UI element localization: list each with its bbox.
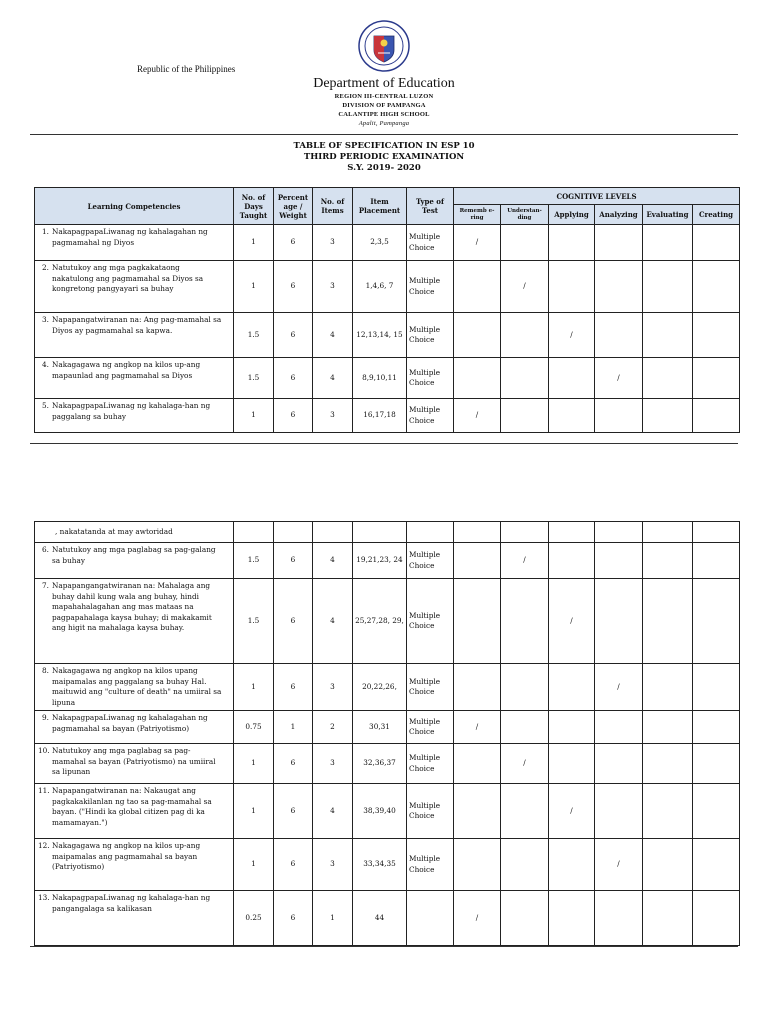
col-cognitive-levels: COGNITIVE LEVELS xyxy=(454,188,740,205)
level-cell xyxy=(643,711,693,744)
items-cell: 3 xyxy=(313,664,353,711)
competency-number: 4. xyxy=(42,360,49,369)
days-cell: 1 xyxy=(234,261,274,313)
days-cell: 1 xyxy=(234,399,274,433)
level-cell xyxy=(693,839,740,891)
placement-cell: 38,39,40 xyxy=(353,784,407,839)
level-cell xyxy=(501,784,549,839)
items-cell: 4 xyxy=(313,784,353,839)
col-item-placement: Item Placement xyxy=(353,188,407,225)
school-line: CALANTIPE HIGH SCHOOL xyxy=(338,111,430,118)
level-cell xyxy=(501,313,549,358)
level-cell xyxy=(693,543,740,579)
competency-text: NakapagpapaLiwanag ng kahalaga-han ng paggalang sa buhay xyxy=(52,401,211,421)
percent-cell: 6 xyxy=(274,399,313,433)
type-cell: Multiple Choice xyxy=(407,579,454,664)
placement-cell: 12,13,14, 15 xyxy=(353,313,407,358)
level-cell xyxy=(693,711,740,744)
level-cell xyxy=(454,261,501,313)
level-cell xyxy=(501,839,549,891)
col-creating: Creating xyxy=(693,205,740,225)
type-cell: Multiple Choice xyxy=(407,225,454,261)
level-check-mark: / xyxy=(454,225,501,261)
placement-cell: 2,3,5 xyxy=(353,225,407,261)
level-cell xyxy=(454,358,501,399)
level-cell xyxy=(501,579,549,664)
competency-cell xyxy=(35,399,234,433)
deped-seal-icon xyxy=(358,20,410,72)
level-cell xyxy=(549,664,595,711)
col-percentage: Percent age / Weight xyxy=(274,188,313,225)
placement-cell: 20,22,26, xyxy=(353,664,407,711)
competency-text: Nakagagawa ng angkop na kilos upang maipamalas ang paggalang sa buhay Hal. maituwid ang "culture of death" na umiiral sa lipuna xyxy=(52,666,222,707)
republic-label: Republic of the Philippines xyxy=(137,64,236,74)
table-row xyxy=(35,711,740,744)
level-cell xyxy=(643,744,693,784)
level-cell xyxy=(454,744,501,784)
competency-cell xyxy=(35,543,234,579)
level-cell xyxy=(549,543,595,579)
days-cell: 1 xyxy=(234,784,274,839)
level-cell xyxy=(454,784,501,839)
page-1-bottom-rule xyxy=(30,443,738,444)
level-cell xyxy=(454,664,501,711)
competency-text: NakapagpapaLiwanag ng kahalaga-han ng pangangalaga sa kalikasan xyxy=(52,893,211,913)
days-cell: 1.5 xyxy=(234,579,274,664)
competency-number: 3. xyxy=(42,315,49,324)
level-check-mark: / xyxy=(595,358,643,399)
items-cell: 3 xyxy=(313,225,353,261)
days-cell: 1 xyxy=(234,225,274,261)
competency-cell xyxy=(35,891,234,946)
tos-table-page-2 xyxy=(34,521,740,946)
level-cell xyxy=(643,891,693,946)
level-cell xyxy=(454,313,501,358)
header-divider xyxy=(30,134,738,135)
level-cell xyxy=(693,358,740,399)
level-cell xyxy=(595,313,643,358)
days-cell: 0.25 xyxy=(234,891,274,946)
type-cell: Multiple Choice xyxy=(407,664,454,711)
placement-cell: 19,21,23, 24 xyxy=(353,543,407,579)
level-cell xyxy=(454,543,501,579)
level-cell xyxy=(693,225,740,261)
placement-cell: 44 xyxy=(353,891,407,946)
level-cell xyxy=(693,891,740,946)
doc-subtitle: THIRD PERIODIC EXAMINATION xyxy=(303,152,465,162)
col-learning-competencies: Learning Competencies xyxy=(35,188,234,225)
level-check-mark: / xyxy=(595,664,643,711)
percent-cell: 6 xyxy=(274,358,313,399)
level-cell xyxy=(549,261,595,313)
level-cell xyxy=(643,313,693,358)
placement-cell: 25,27,28, 29, xyxy=(353,579,407,664)
page-2-bottom-rule xyxy=(30,946,738,947)
percent-cell: 6 xyxy=(274,744,313,784)
doc-title: TABLE OF SPECIFICATION IN ESP 10 xyxy=(293,141,475,151)
level-check-mark: / xyxy=(501,261,549,313)
level-check-mark: / xyxy=(454,711,501,744)
placement-cell: 32,36,37 xyxy=(353,744,407,784)
tos-table-page-1 xyxy=(34,187,740,433)
level-cell xyxy=(501,711,549,744)
level-cell xyxy=(501,664,549,711)
level-cell xyxy=(549,744,595,784)
level-cell xyxy=(643,839,693,891)
table-row xyxy=(35,543,740,579)
level-check-mark: / xyxy=(454,891,501,946)
competency-number: 1. xyxy=(42,227,49,236)
items-cell: 3 xyxy=(313,839,353,891)
items-cell: 4 xyxy=(313,543,353,579)
level-cell xyxy=(643,358,693,399)
level-cell xyxy=(643,579,693,664)
col-type-of-test: Type of Test xyxy=(407,188,454,225)
items-cell: 2 xyxy=(313,711,353,744)
level-cell xyxy=(549,399,595,433)
type-cell: Multiple Choice xyxy=(407,784,454,839)
days-cell: 0.75 xyxy=(234,711,274,744)
level-check-mark: / xyxy=(549,313,595,358)
level-cell xyxy=(501,399,549,433)
level-cell xyxy=(693,664,740,711)
level-cell xyxy=(693,313,740,358)
level-check-mark: / xyxy=(501,744,549,784)
table-row xyxy=(35,313,740,358)
col-days-taught: No. of Days Taught xyxy=(234,188,274,225)
percent-cell: 6 xyxy=(274,313,313,358)
table-row xyxy=(35,891,740,946)
competency-cell xyxy=(35,225,234,261)
level-cell xyxy=(643,664,693,711)
level-cell xyxy=(693,744,740,784)
school-year: S.Y. 2019- 2020 xyxy=(347,163,421,173)
type-cell: Multiple Choice xyxy=(407,261,454,313)
level-check-mark: / xyxy=(595,839,643,891)
days-cell: 1.5 xyxy=(234,543,274,579)
level-cell xyxy=(501,358,549,399)
competency-cell xyxy=(35,664,234,711)
level-cell xyxy=(595,261,643,313)
level-cell xyxy=(595,225,643,261)
items-cell: 3 xyxy=(313,261,353,313)
level-check-mark: / xyxy=(501,543,549,579)
level-cell xyxy=(643,225,693,261)
competency-number: 7. xyxy=(42,581,49,590)
table-row xyxy=(35,839,740,891)
type-cell xyxy=(407,891,454,946)
competency-text: Natutukoy ang mga paglabag sa pag-mamahal sa bayan (Patriyotismo) na umiiral sa lipunan xyxy=(52,746,216,776)
table-row-continuation xyxy=(35,522,740,543)
level-cell xyxy=(454,839,501,891)
competency-text: Natutukoy ang mga paglabag sa pag-galang sa buhay xyxy=(52,545,216,565)
days-cell: 1 xyxy=(234,839,274,891)
items-cell: 1 xyxy=(313,891,353,946)
table-row xyxy=(35,579,740,664)
type-cell: Multiple Choice xyxy=(407,711,454,744)
percent-cell: 6 xyxy=(274,784,313,839)
table-row xyxy=(35,744,740,784)
placement-cell: 1,4,6, 7 xyxy=(353,261,407,313)
level-cell xyxy=(595,399,643,433)
department-title: Department of Education xyxy=(313,76,455,91)
competency-cell xyxy=(35,579,234,664)
level-cell xyxy=(501,891,549,946)
competency-number: 5. xyxy=(42,401,49,410)
region-line: REGION III-CENTRAL LUZON xyxy=(334,93,434,100)
level-cell xyxy=(643,543,693,579)
competency-cell xyxy=(35,313,234,358)
items-cell: 4 xyxy=(313,358,353,399)
level-cell xyxy=(549,891,595,946)
percent-cell: 6 xyxy=(274,261,313,313)
level-cell xyxy=(595,744,643,784)
continuation-text: , nakatatanda at may awtoridad xyxy=(35,522,234,543)
competency-text: Napapangangatwiranan na: Mahalaga ang buhay dahil kung wala ang buhay, hindi mapahahalagahan ang mas mataas na pagpapahalaga kaysa buhay; di makakamit ang higit na mahalaga kaysa buhay. xyxy=(52,581,212,632)
competency-number: 12. xyxy=(38,841,50,850)
level-cell xyxy=(549,711,595,744)
competency-number: 10. xyxy=(38,746,50,755)
days-cell: 1.5 xyxy=(234,358,274,399)
level-cell xyxy=(595,891,643,946)
days-cell: 1 xyxy=(234,744,274,784)
table-row xyxy=(35,664,740,711)
competency-cell xyxy=(35,358,234,399)
placement-cell: 16,17,18 xyxy=(353,399,407,433)
level-cell xyxy=(595,711,643,744)
percent-cell: 6 xyxy=(274,891,313,946)
placement-cell: 30,31 xyxy=(353,711,407,744)
type-cell: Multiple Choice xyxy=(407,313,454,358)
type-cell: Multiple Choice xyxy=(407,543,454,579)
days-cell: 1 xyxy=(234,664,274,711)
type-cell: Multiple Choice xyxy=(407,399,454,433)
competency-text: Nakagagawa ng angkop na kilos up-ang maipamalas ang pagmamahal sa bayan (Patriyotismo) xyxy=(52,841,201,871)
level-cell xyxy=(693,579,740,664)
col-no-of-items: No. of Items xyxy=(313,188,353,225)
level-cell xyxy=(595,579,643,664)
division-line: DIVISION OF PAMPANGA xyxy=(342,102,426,109)
competency-cell xyxy=(35,711,234,744)
competency-number: 8. xyxy=(42,666,49,675)
table-row xyxy=(35,225,740,261)
items-cell: 4 xyxy=(313,579,353,664)
competency-text: NakapagpapaLiwanag ng kahalagahan ng pagmamahal ng Diyos xyxy=(52,227,208,247)
level-cell xyxy=(693,261,740,313)
percent-cell: 6 xyxy=(274,579,313,664)
col-evaluating: Evaluating xyxy=(643,205,693,225)
level-cell xyxy=(549,358,595,399)
competency-number: 2. xyxy=(42,263,49,272)
level-cell xyxy=(454,579,501,664)
percent-cell: 6 xyxy=(274,543,313,579)
competency-number: 11. xyxy=(38,786,50,795)
level-check-mark: / xyxy=(549,579,595,664)
col-analyzing: Analyzing xyxy=(595,205,643,225)
level-cell xyxy=(549,225,595,261)
type-cell: Multiple Choice xyxy=(407,839,454,891)
table-row xyxy=(35,358,740,399)
items-cell: 3 xyxy=(313,399,353,433)
town-line: Apalit, Pampanga xyxy=(358,120,410,127)
level-cell xyxy=(595,784,643,839)
competency-text: Nakagagawa ng angkop na kilos up-ang mapaunlad ang pagmamahal sa Diyos xyxy=(52,360,201,380)
competency-cell xyxy=(35,839,234,891)
level-cell xyxy=(643,399,693,433)
competency-number: 6. xyxy=(42,545,49,554)
type-cell: Multiple Choice xyxy=(407,358,454,399)
placement-cell: 33,34,35 xyxy=(353,839,407,891)
level-check-mark: / xyxy=(454,399,501,433)
competency-text: NakapagpapaLiwanag ng kahalagahan ng pagmamahal sa bayan (Patriyotismo) xyxy=(52,713,208,733)
table-row xyxy=(35,261,740,313)
level-cell xyxy=(643,784,693,839)
days-cell: 1.5 xyxy=(234,313,274,358)
percent-cell: 6 xyxy=(274,664,313,711)
placement-cell: 8,9,10,11 xyxy=(353,358,407,399)
level-check-mark: / xyxy=(549,784,595,839)
level-cell xyxy=(595,543,643,579)
type-cell: Multiple Choice xyxy=(407,744,454,784)
level-cell xyxy=(501,225,549,261)
level-cell xyxy=(643,261,693,313)
items-cell: 4 xyxy=(313,313,353,358)
col-remembering: Rememb e-ring xyxy=(454,205,501,225)
competency-cell xyxy=(35,261,234,313)
competency-text: Napapangatwiranan na: Ang pag-mamahal sa Diyos ay pagmamahal sa kapwa. xyxy=(52,315,222,335)
percent-cell: 1 xyxy=(274,711,313,744)
items-cell: 3 xyxy=(313,744,353,784)
tos-body-page-2 xyxy=(35,522,740,946)
competency-text: Napapangatwiranan na: Nakaugat ang pagkakakilanlan ng tao sa pag-mamahal sa bayan. ("Hindi ka global citizen pag di ka mamamayan.") xyxy=(52,786,212,827)
competency-cell xyxy=(35,784,234,839)
percent-cell: 6 xyxy=(274,225,313,261)
competency-number: 13. xyxy=(38,893,50,902)
col-understanding: Understan-ding xyxy=(501,205,549,225)
table-row xyxy=(35,784,740,839)
competency-cell xyxy=(35,744,234,784)
level-cell xyxy=(549,839,595,891)
table-row xyxy=(35,399,740,433)
level-cell xyxy=(693,399,740,433)
percent-cell: 6 xyxy=(274,839,313,891)
competency-number: 9. xyxy=(42,713,49,722)
tos-body-page-1 xyxy=(35,225,740,433)
competency-text: Natutukoy ang mga pagkakataong nakatulong ang pagmamahal sa Diyos sa kongretong pangyayari sa buhay xyxy=(52,263,204,293)
col-applying: Applying xyxy=(549,205,595,225)
level-cell xyxy=(693,784,740,839)
